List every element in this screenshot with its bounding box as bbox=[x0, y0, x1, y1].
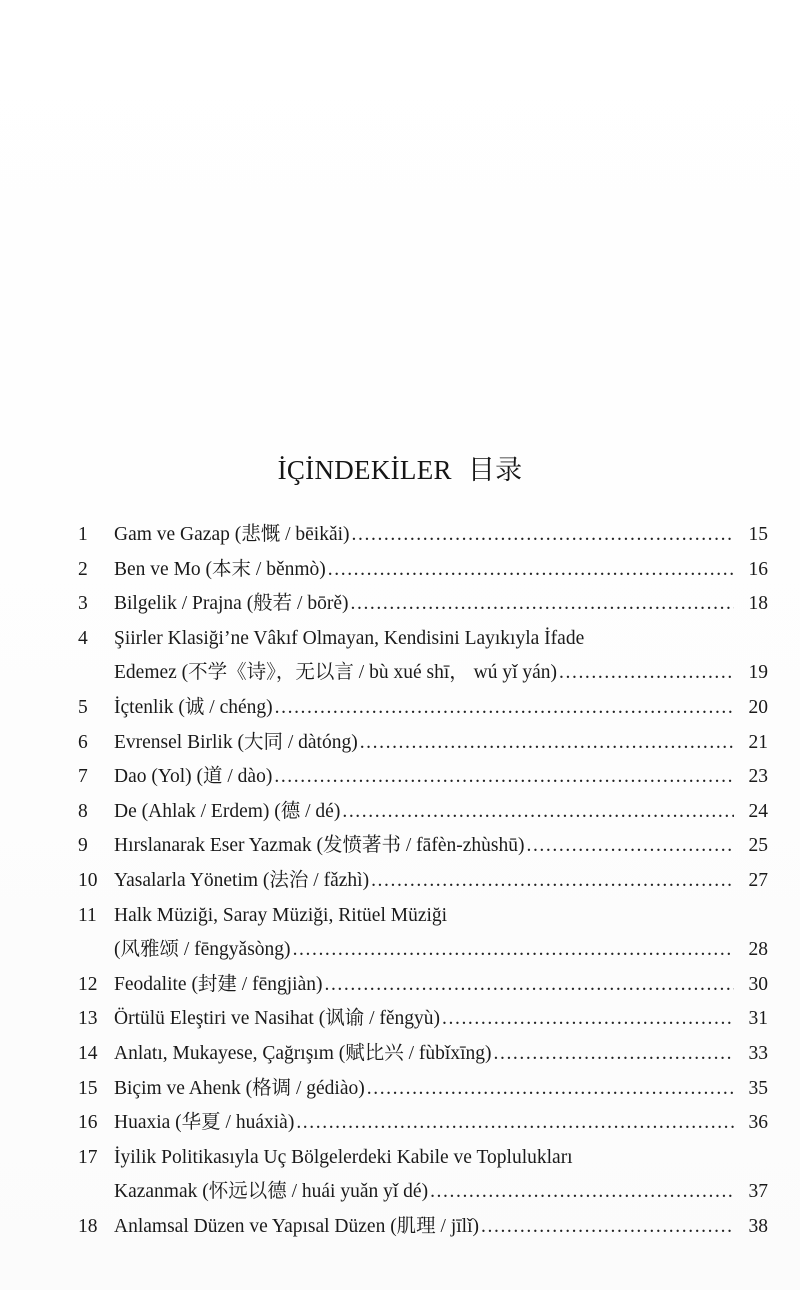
dot-leader bbox=[494, 1037, 735, 1072]
toc-entry-line bbox=[78, 968, 768, 1003]
toc-entry-line bbox=[78, 899, 768, 934]
dot-leader bbox=[526, 829, 734, 864]
toc-entry-title: Kazanmak (怀远以德 / huái yuǎn yǐ dé) bbox=[114, 1181, 429, 1203]
toc-entry[interactable] bbox=[78, 1141, 768, 1210]
dot-leader bbox=[293, 933, 734, 968]
toc-entry-number: 1 bbox=[78, 524, 88, 545]
toc-entry[interactable] bbox=[78, 622, 768, 691]
dot-leader bbox=[371, 864, 734, 899]
toc-entry-title: Gam ve Gazap (悲慨 / bēikǎi) bbox=[114, 524, 350, 545]
toc-entry-number: 18 bbox=[78, 1215, 98, 1237]
toc-entry[interactable] bbox=[78, 587, 768, 622]
toc-entry[interactable] bbox=[78, 1002, 768, 1037]
toc-heading bbox=[0, 448, 800, 487]
toc-entry-page-number: 33 bbox=[748, 1042, 768, 1064]
toc-entry-page-number: 19 bbox=[748, 662, 768, 684]
toc-entry-number: 17 bbox=[78, 1146, 98, 1168]
dot-leader bbox=[328, 553, 734, 588]
toc-entry[interactable] bbox=[78, 1210, 768, 1245]
toc-entry-title: Hırslanarak Eser Yazmak (发愤著书 / fāfèn-zhùshū) bbox=[114, 835, 525, 857]
toc-entry[interactable] bbox=[78, 829, 768, 864]
toc-entry-title: Şiirler Klasiği’ne Vâkıf Olmayan, Kendisini Layıkıyla İfade bbox=[114, 627, 585, 649]
toc-entry-page-number: 21 bbox=[748, 731, 768, 753]
dot-leader bbox=[296, 1106, 734, 1141]
toc-entry-line bbox=[78, 518, 768, 553]
toc-entry[interactable] bbox=[78, 691, 768, 726]
toc-entry-page-number: 38 bbox=[748, 1215, 768, 1237]
toc-entry[interactable] bbox=[78, 553, 768, 588]
toc-entry[interactable] bbox=[78, 1072, 768, 1107]
table-of-contents bbox=[78, 518, 768, 1244]
toc-entry-number: 6 bbox=[78, 731, 88, 753]
toc-entry[interactable] bbox=[78, 864, 768, 899]
toc-entry-line bbox=[78, 1037, 768, 1072]
toc-entry-number: 5 bbox=[78, 696, 88, 718]
toc-entry[interactable] bbox=[78, 899, 768, 968]
toc-entry-title: De (Ahlak / Erdem) (德 / dé) bbox=[114, 800, 341, 822]
toc-entry-line bbox=[78, 691, 768, 726]
toc-entry-page-number: 37 bbox=[748, 1181, 768, 1203]
toc-entry-title: Örtülü Eleştiri ve Nasihat (讽谕 / fěngyù) bbox=[114, 1008, 441, 1030]
toc-entry-title: Bilgelik / Prajna (般若 / bōrě) bbox=[114, 593, 349, 615]
toc-entry[interactable] bbox=[78, 1037, 768, 1072]
toc-entry[interactable] bbox=[78, 726, 768, 761]
toc-entry-title: Anlatı, Mukayese, Çağrışım (赋比兴 / fùbǐxīng) bbox=[114, 1042, 492, 1064]
dot-leader bbox=[360, 726, 734, 761]
dot-leader bbox=[430, 1175, 734, 1210]
toc-entry-number: 12 bbox=[78, 973, 98, 995]
toc-entry-number: 14 bbox=[78, 1042, 98, 1064]
toc-entry-title: (风雅颂 / fēngyǎsòng) bbox=[114, 939, 291, 961]
dot-leader bbox=[274, 760, 734, 795]
toc-entry-page-number: 31 bbox=[748, 1008, 768, 1030]
toc-entry-title: Feodalite (封建 / fēngjiàn) bbox=[114, 973, 323, 995]
toc-entry-page-number: 15 bbox=[748, 524, 768, 545]
toc-entry-page-number: 16 bbox=[748, 558, 768, 580]
toc-entry-line bbox=[78, 829, 768, 864]
toc-entry-line bbox=[78, 587, 768, 622]
toc-entry-title: Halk Müziği, Saray Müziği, Ritüel Müziği bbox=[114, 904, 448, 926]
toc-heading-turkish: İÇİNDEKİLER bbox=[277, 455, 452, 485]
dot-leader bbox=[324, 968, 734, 1003]
toc-entry-page-number: 27 bbox=[748, 869, 768, 891]
toc-entry-number: 13 bbox=[78, 1008, 98, 1030]
toc-entry-number: 7 bbox=[78, 766, 88, 788]
toc-entry-title: Evrensel Birlik (大同 / dàtóng) bbox=[114, 731, 358, 753]
toc-entry-number: 16 bbox=[78, 1112, 98, 1134]
toc-entry-title: Yasalarla Yönetim (法治 / fǎzhì) bbox=[114, 869, 370, 891]
toc-entry-title: Biçim ve Ahenk (格调 / gédiào) bbox=[114, 1077, 365, 1099]
toc-entry-title: Huaxia (华夏 / huáxià) bbox=[114, 1112, 295, 1134]
toc-entry-page-number: 28 bbox=[748, 939, 768, 961]
toc-entry-line bbox=[78, 795, 768, 830]
dot-leader bbox=[275, 691, 734, 726]
toc-entry-page-number: 24 bbox=[748, 800, 768, 822]
toc-entry-number: 10 bbox=[78, 869, 98, 891]
dot-leader bbox=[559, 656, 734, 691]
toc-entry-line bbox=[78, 656, 768, 691]
toc-entry-number: 9 bbox=[78, 835, 88, 857]
toc-entry-line bbox=[78, 864, 768, 899]
toc-entry-line bbox=[78, 622, 768, 657]
toc-entry-line bbox=[78, 553, 768, 588]
dot-leader bbox=[481, 1210, 734, 1245]
toc-entry-line bbox=[78, 1210, 768, 1245]
toc-entry-line bbox=[78, 1072, 768, 1107]
dot-leader bbox=[367, 1072, 734, 1107]
toc-entry-number: 15 bbox=[78, 1077, 98, 1099]
toc-entry-line bbox=[78, 760, 768, 795]
dot-leader bbox=[352, 518, 734, 553]
toc-entry-page-number: 18 bbox=[748, 593, 768, 615]
toc-entry-page-number: 20 bbox=[748, 696, 768, 718]
toc-entry-title: Edemez (不学《诗》，无以言 / bù xué shī， wú yǐ yán) bbox=[114, 662, 558, 684]
toc-entry-page-number: 35 bbox=[748, 1077, 768, 1099]
toc-entry-number: 2 bbox=[78, 558, 88, 580]
toc-entry-line bbox=[78, 933, 768, 968]
toc-entry-title: Anlamsal Düzen ve Yapısal Düzen (肌理 / jīlǐ) bbox=[114, 1215, 480, 1237]
toc-entry-title: Dao (Yol) (道 / dào) bbox=[114, 766, 273, 788]
toc-entry-page-number: 30 bbox=[748, 973, 768, 995]
toc-entry[interactable] bbox=[78, 1106, 768, 1141]
toc-entry-line bbox=[78, 1002, 768, 1037]
toc-entry-number: 4 bbox=[78, 627, 88, 649]
toc-entry-line bbox=[78, 1106, 768, 1141]
toc-entry-page-number: 36 bbox=[748, 1112, 768, 1134]
toc-entry-title: İçtenlik (诚 / chéng) bbox=[114, 696, 273, 718]
toc-entry-title: Ben ve Mo (本末 / běnmò) bbox=[114, 558, 326, 580]
toc-entry-line bbox=[78, 1141, 768, 1176]
toc-heading-chinese: 目录 bbox=[467, 455, 523, 485]
dot-leader bbox=[351, 587, 735, 622]
toc-entry-number: 8 bbox=[78, 800, 88, 822]
toc-entry-line bbox=[78, 726, 768, 761]
toc-entry[interactable] bbox=[78, 968, 768, 1003]
dot-leader bbox=[342, 795, 734, 830]
toc-entry-title: İyilik Politikasıyla Uç Bölgelerdeki Kabile ve Toplulukları bbox=[114, 1146, 573, 1168]
toc-entry-page-number: 25 bbox=[748, 835, 768, 857]
toc-entry-number: 11 bbox=[78, 904, 97, 926]
toc-entry[interactable] bbox=[78, 760, 768, 795]
toc-entry-page-number: 23 bbox=[748, 766, 768, 788]
toc-entry-line bbox=[78, 1175, 768, 1210]
toc-entry[interactable] bbox=[78, 795, 768, 830]
toc-entry-number: 3 bbox=[78, 593, 88, 615]
dot-leader bbox=[442, 1002, 734, 1037]
toc-entry[interactable] bbox=[78, 518, 768, 553]
